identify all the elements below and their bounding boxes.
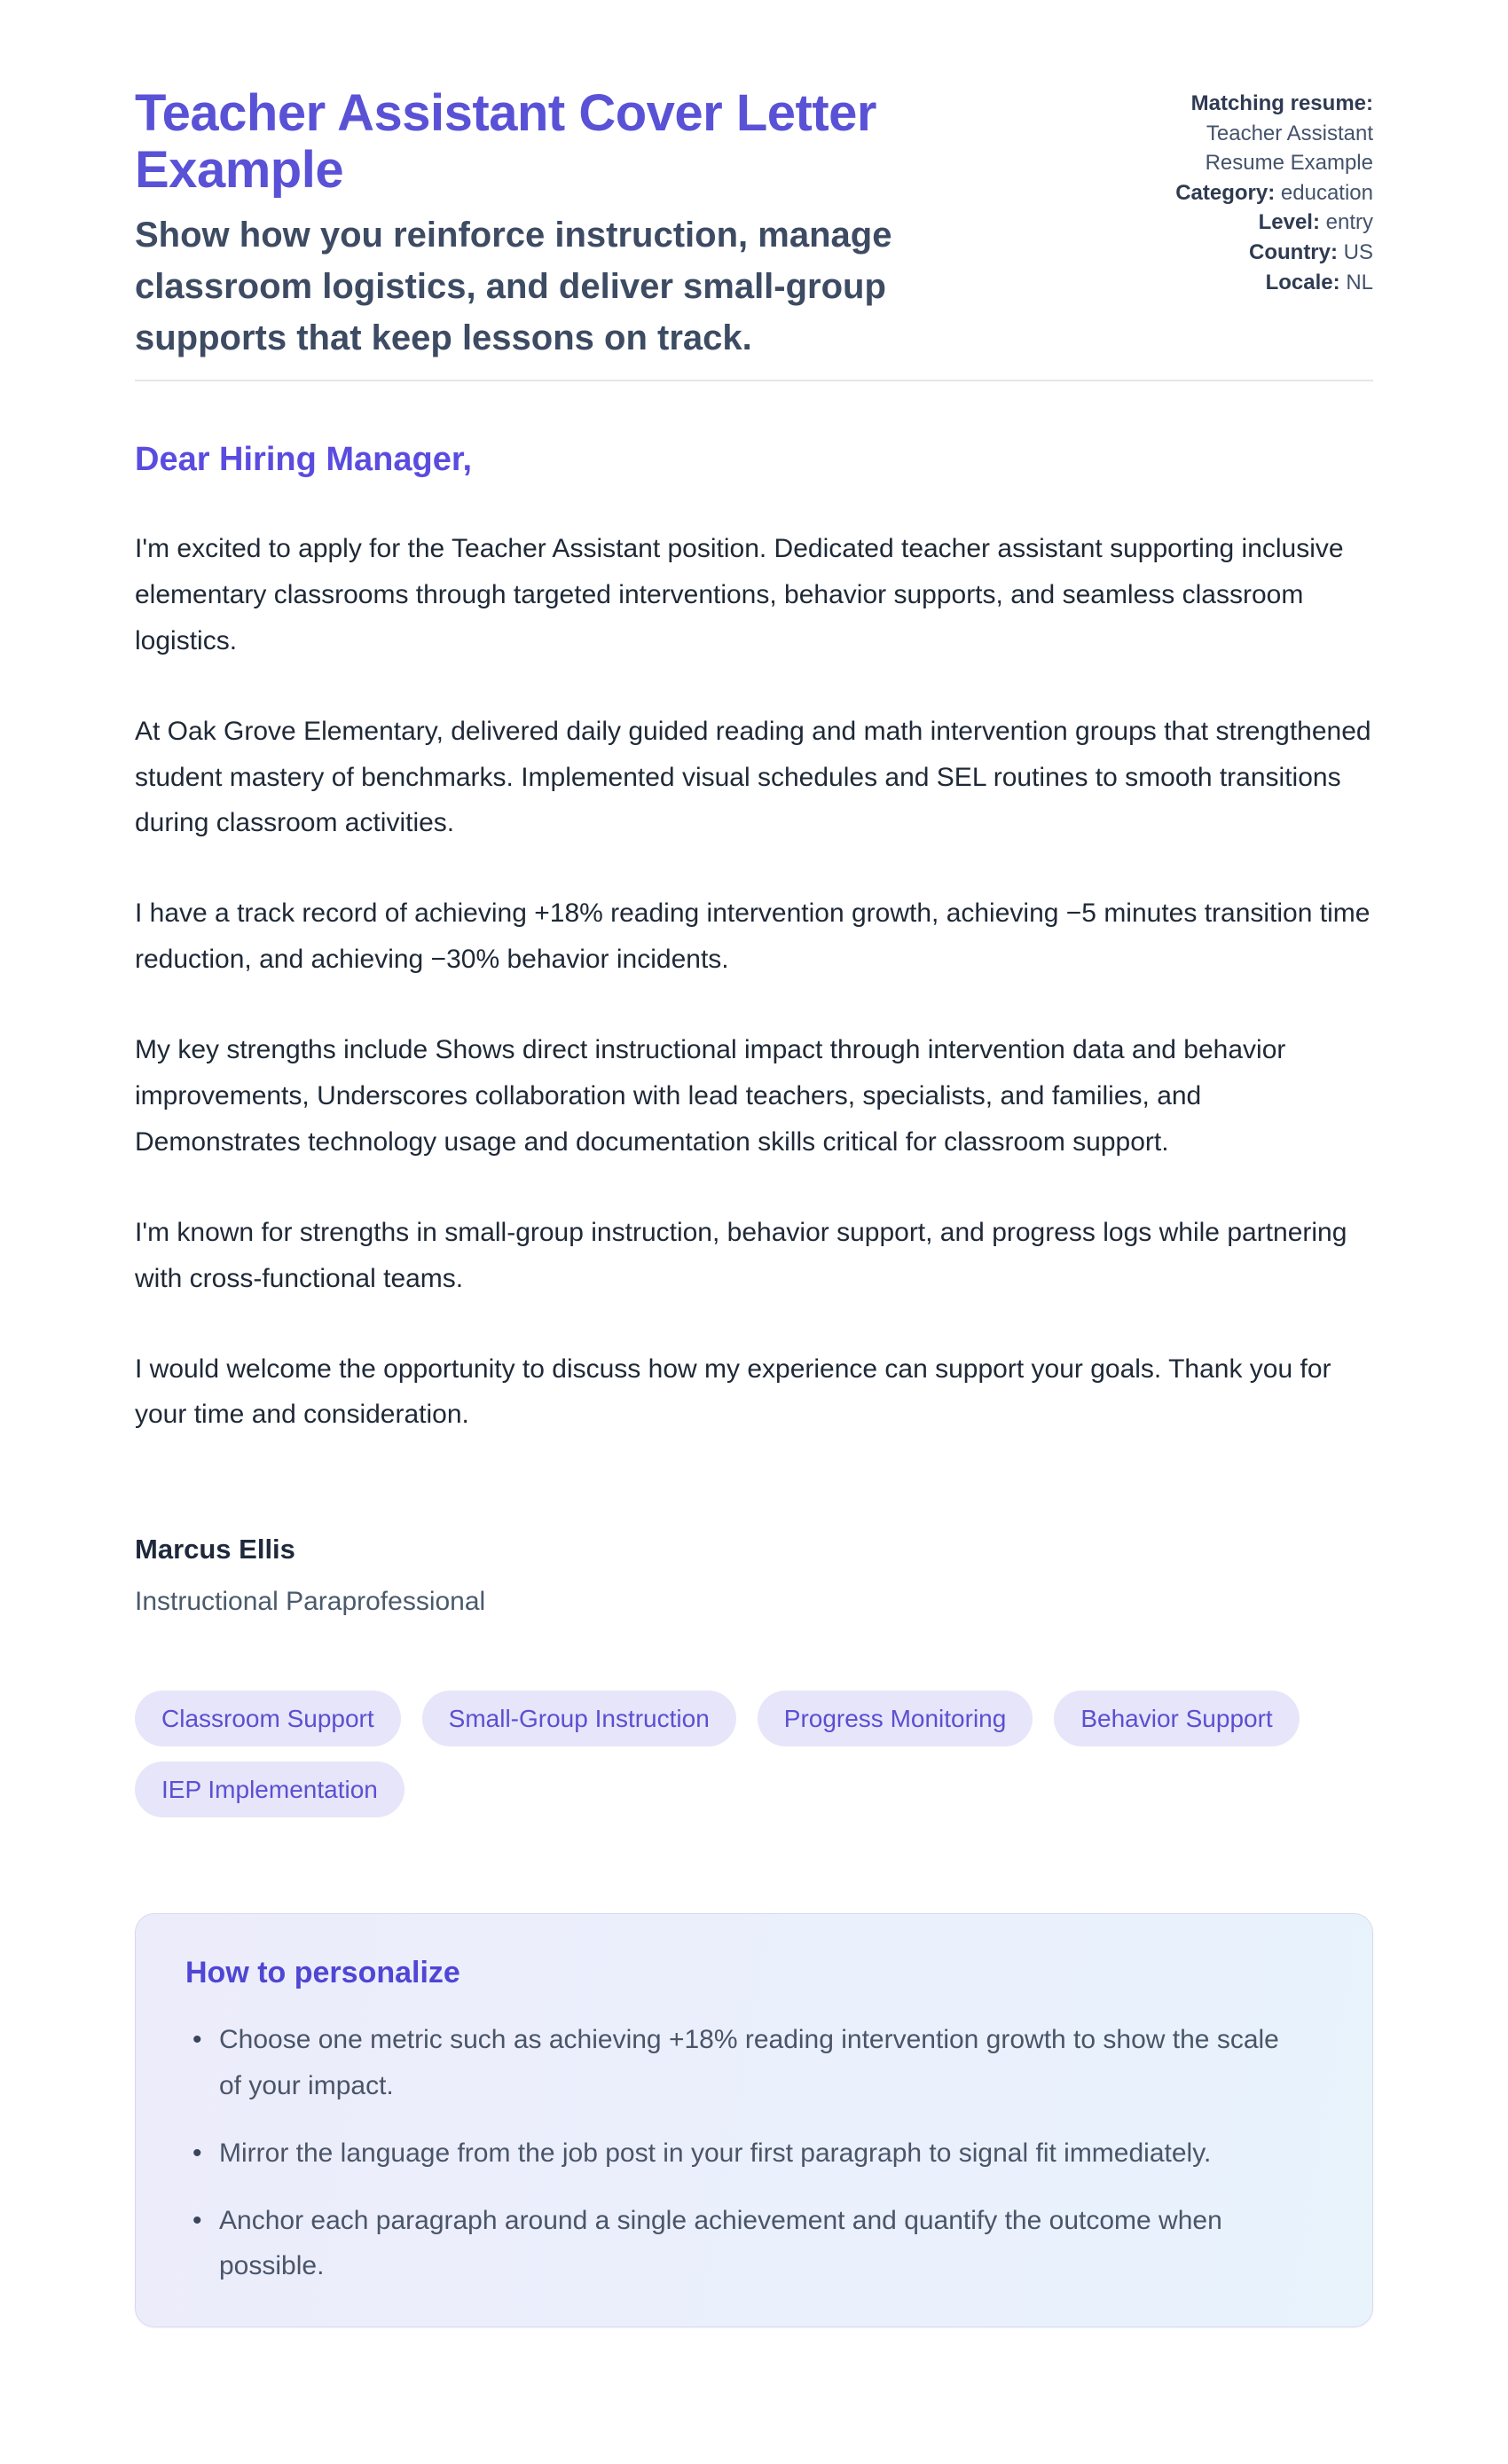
page-subtitle: Show how you reinforce instruction, manage classroom logistics, and deliver small-group supports that keep lessons on track. [135, 215, 892, 357]
header-text-block [135, 85, 1040, 364]
letter-paragraph: I'm known for strengths in small-group instruction, behavior support, and progress logs while partnering with cross-functional teams. [135, 1217, 1347, 1293]
meta-label: Level: [1258, 210, 1320, 235]
resume-meta-block [1143, 85, 1373, 297]
personalize-title: How to personalize [185, 1955, 460, 1989]
meta-label: Locale: [1265, 270, 1340, 294]
letter-paragraph: At Oak Grove Elementary, delivered daily guided reading and math intervention groups that strengthened student mastery of benchmarks. Implemented visual schedules and SEL routines to smooth transitions during classroom activities. [135, 716, 1371, 838]
header-divider [135, 380, 1373, 381]
personalize-tips-list [185, 2017, 1323, 2289]
tag-chip: Progress Monitoring [758, 1691, 1033, 1746]
cover-letter-body [135, 438, 1373, 1621]
meta-level [1143, 208, 1373, 238]
signature-name: Marcus Ellis [135, 1534, 295, 1566]
meta-value: education [1280, 180, 1373, 205]
letter-paragraph: I'm excited to apply for the Teacher Assistant position. Dedicated teacher assistant supporting inclusive elementary classrooms through targeted interventions, behavior supports, and seamless classroom logistics. [135, 533, 1344, 655]
signature-role: Instructional Paraprofessional [135, 1586, 486, 1616]
meta-label: Matching resume: [1190, 91, 1373, 115]
personalize-tip: • Choose one metric such as achieving +18% reading intervention growth to show the scale of your impact. [185, 2017, 1296, 2109]
skill-tags [135, 1691, 1373, 1817]
personalize-tip: • Anchor each paragraph around a single achievement and quantify the outcome when possible. [185, 2198, 1296, 2290]
meta-locale [1143, 268, 1373, 298]
meta-value: US [1343, 239, 1373, 264]
personalize-tips-box [135, 1913, 1373, 2328]
meta-value: entry [1325, 210, 1373, 235]
personalize-tip: • Mirror the language from the job post in your first paragraph to signal fit immediately. [185, 2130, 1296, 2177]
meta-label: Country: [1249, 239, 1338, 264]
page-title: Teacher Assistant Cover Letter Example [135, 84, 876, 199]
meta-category [1143, 178, 1373, 208]
letter-paragraph: My key strengths include Shows direct instructional impact through intervention data and behavior improvements, Underscores collaboration with lead teachers, specialists, and families, and Demonstrates technology usage and documentation skills critical for classroom support. [135, 1035, 1286, 1157]
meta-matching-resume [1143, 89, 1373, 178]
tag-chip: Classroom Support [135, 1691, 401, 1746]
letter-paragraph: I have a track record of achieving +18% reading intervention growth, achieving −5 minutes transition time reduction, and achieving −30% behavior incidents. [135, 898, 1371, 975]
letter-paragraph: I would welcome the opportunity to discuss how my experience can support your goals. Thank you for your time and consideration. [135, 1354, 1331, 1430]
meta-value: Teacher Assistant Resume Example [1205, 121, 1373, 176]
page-header [135, 85, 1373, 364]
letter-greeting: Dear Hiring Manager, [135, 440, 473, 478]
tag-chip: Small-Group Instruction [422, 1691, 736, 1746]
tag-chip: IEP Implementation [135, 1762, 404, 1817]
meta-value: NL [1346, 270, 1373, 294]
meta-country [1143, 238, 1373, 268]
tag-chip: Behavior Support [1054, 1691, 1299, 1746]
meta-label: Category: [1175, 180, 1276, 205]
